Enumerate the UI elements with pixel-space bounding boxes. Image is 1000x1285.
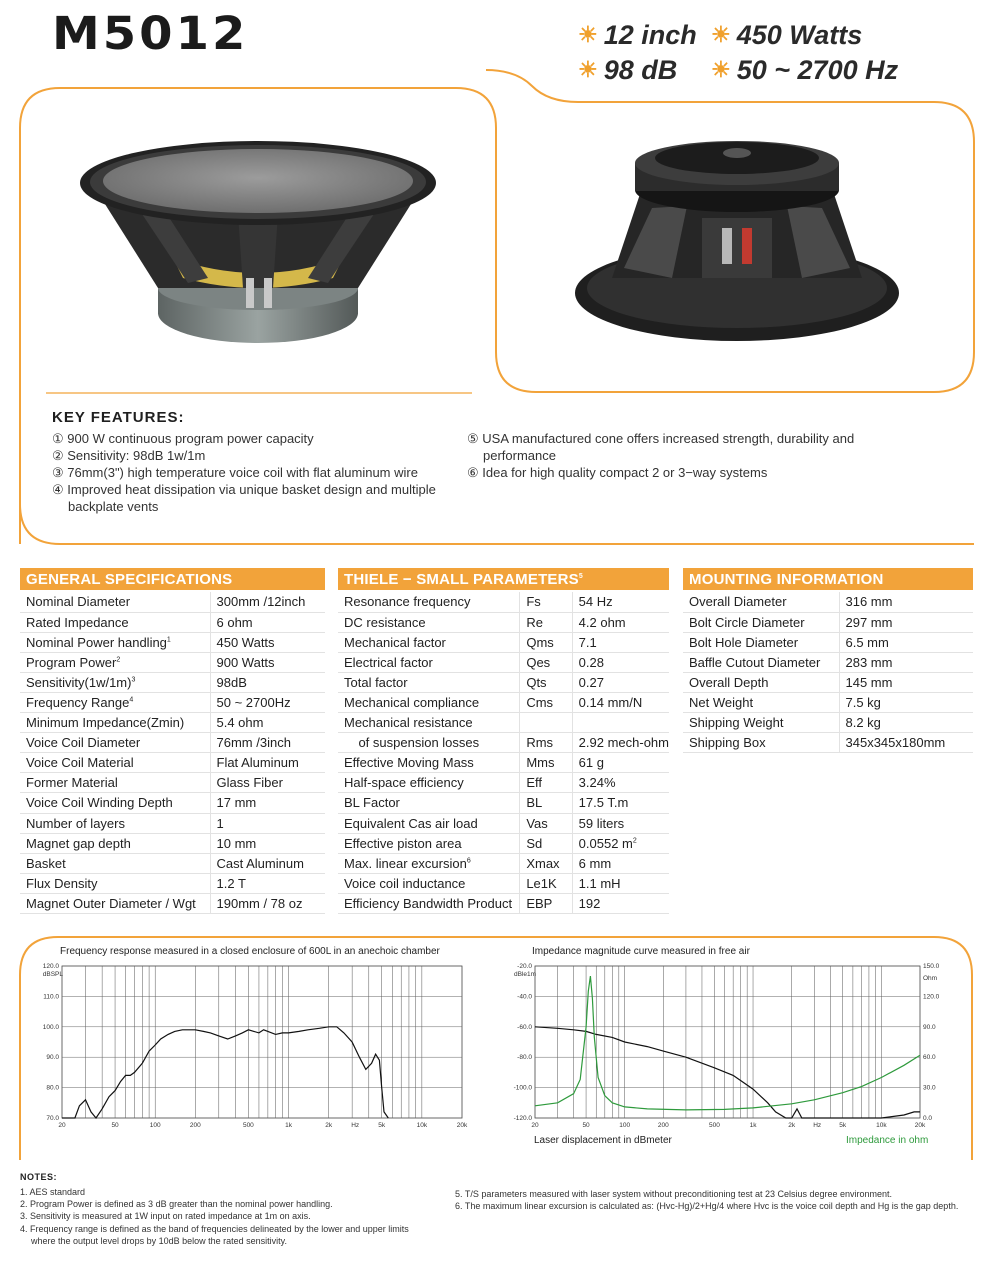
spec-label: Nominal Power handling$^1$ xyxy=(20,632,210,652)
spec-symbol: Qes xyxy=(520,652,572,672)
spec-label: Magnet Outer Diameter / Wgt xyxy=(20,893,210,913)
x-tick-label: 5k xyxy=(378,1122,386,1129)
x-tick-label: 2k xyxy=(325,1122,333,1129)
spec-label: Number of layers xyxy=(20,813,210,833)
note-item: 3. Sensitivity is measured at 1W input on rated impedance at 1m on axis. xyxy=(20,1211,311,1222)
x-tick-label: 50 xyxy=(582,1122,590,1129)
spec-symbol: Le1K xyxy=(520,873,572,893)
spec-symbol: Vas xyxy=(520,813,572,833)
spec-label: DC resistance xyxy=(338,612,520,632)
spec-row xyxy=(683,713,973,733)
spec-row xyxy=(338,692,669,712)
spec-value: 1.1 mH xyxy=(572,873,669,893)
spec-label: Max. linear excursion$^6$ xyxy=(338,853,520,873)
spec-label: Voice coil inductance xyxy=(338,873,520,893)
spec-row xyxy=(20,793,325,813)
spec-label: Effective piston area xyxy=(338,833,520,853)
spec-row xyxy=(20,853,325,873)
spec-row xyxy=(683,652,973,672)
spec-symbol: Cms xyxy=(520,692,572,712)
x-tick-label: 100 xyxy=(619,1122,631,1129)
spec-label: Bolt Hole Diameter xyxy=(683,632,839,652)
spec-value: 54 Hz xyxy=(572,592,669,612)
spec-row xyxy=(20,833,325,853)
spec-label: Mechanical resistance xyxy=(338,713,520,733)
spec-value: 345x345x180mm xyxy=(839,733,973,753)
spec-symbol: Qms xyxy=(520,632,572,652)
spec-value: 10 mm xyxy=(210,833,325,853)
spec-row xyxy=(338,833,669,853)
y-tick-label: -80.0 xyxy=(517,1054,532,1062)
spec-row xyxy=(338,592,669,612)
y2-tick-label: 120.0 xyxy=(923,993,940,1001)
spec-value: 1.2 T xyxy=(210,873,325,893)
spec-row xyxy=(20,753,325,773)
x-axis-unit: Hz xyxy=(351,1122,360,1129)
spec-value: 0.27 xyxy=(572,672,669,692)
spec-value: 2.92 mech-ohm xyxy=(572,733,669,753)
spec-row xyxy=(338,773,669,793)
spec-value: 4.2 ohm xyxy=(572,612,669,632)
impedance-chart xyxy=(505,958,960,1133)
spec-value: 0.0552 $m^2$ xyxy=(572,833,669,853)
spec-row xyxy=(20,873,325,893)
mounting-header: MOUNTING INFORMATION xyxy=(683,568,973,590)
general-spec-table xyxy=(20,592,325,914)
spec-row xyxy=(20,733,325,753)
x-tick-label: 100 xyxy=(149,1122,161,1129)
spec-value: 50 ~ 2700Hz xyxy=(210,692,325,712)
feature-item: ⑤ USA manufactured cone offers increased strength, durability and performance xyxy=(467,431,855,463)
legend-laser: Laser displacement in dBmeter xyxy=(534,1135,672,1146)
spec-label: Voice Coil Diameter xyxy=(20,733,210,753)
model-title: M5012 xyxy=(52,7,249,61)
x-tick-label: 1k xyxy=(749,1122,757,1129)
imp-chart-title: Impedance magnitude curve measured in free air xyxy=(532,946,750,957)
note-item: 5. T/S parameters measured with laser system without preconditioning test at 23 Celsius degree environment. xyxy=(455,1189,893,1199)
y-tick-label: -60.0 xyxy=(517,1023,532,1031)
note-item: 1. AES standard xyxy=(20,1187,86,1197)
y-tick-label: -120.0 xyxy=(513,1115,532,1122)
spec-row xyxy=(338,713,669,733)
thiele-small-table xyxy=(338,592,669,914)
sun-icon: ☀ xyxy=(578,57,598,82)
x-tick-label: 20 xyxy=(531,1122,539,1129)
spec-label: Mechanical compliance xyxy=(338,692,520,712)
spec-row xyxy=(20,813,325,833)
plot-area xyxy=(62,966,462,1118)
x-tick-label: 50 xyxy=(111,1122,119,1129)
x-tick-label: 500 xyxy=(708,1122,720,1129)
spec-symbol: EBP xyxy=(520,893,572,913)
spec-row xyxy=(338,813,669,833)
spec-value: 145 mm xyxy=(839,672,973,692)
feature-item: ⑥ Idea for high quality compact 2 or 3−way systems xyxy=(467,465,768,480)
spec-row xyxy=(338,652,669,672)
mounting-table xyxy=(683,592,973,753)
spec-symbol: Rms xyxy=(520,733,572,753)
speaker-front-photo xyxy=(78,138,438,348)
spec-label: Net Weight xyxy=(683,692,839,712)
spec-row xyxy=(338,632,669,652)
spec-label: Bolt Circle Diameter xyxy=(683,612,839,632)
x-tick-label: 10k xyxy=(416,1122,428,1129)
spec-label: Rated Impedance xyxy=(20,612,210,632)
spec-value: 316 mm xyxy=(839,592,973,612)
spec-value: 3.24% xyxy=(572,773,669,793)
feature-item: ④ Improved heat dissipation via unique basket design and multiple backplate vents xyxy=(52,482,436,514)
spec-symbol: Eff xyxy=(520,773,572,793)
spec-label: Former Material xyxy=(20,773,210,793)
spec-value: 6.5 mm xyxy=(839,632,973,652)
spec-value: 7.5 kg xyxy=(839,692,973,712)
spec-symbol: Sd xyxy=(520,833,572,853)
spec-label: Nominal Diameter xyxy=(20,592,210,612)
spec-label: Baffle Cutout Diameter xyxy=(683,652,839,672)
feature-item: ③ 76mm(3") high temperature voice coil with flat aluminum wire xyxy=(52,465,418,480)
spec-value: 283 mm xyxy=(839,652,973,672)
key-features-title: KEY FEATURES: xyxy=(52,409,185,426)
x-tick-label: 1k xyxy=(285,1122,292,1129)
spec-value: 59 liters xyxy=(572,813,669,833)
sun-icon: ☀ xyxy=(711,22,731,47)
y-tick-label: 70.0 xyxy=(46,1115,59,1122)
spec-value: Cast Aluminum xyxy=(210,853,325,873)
spec-symbol: Re xyxy=(520,612,572,632)
y-tick-label: 100.0 xyxy=(42,1023,59,1031)
spec-label: Electrical factor xyxy=(338,652,520,672)
spec-label: BL Factor xyxy=(338,793,520,813)
spec-row xyxy=(683,672,973,692)
spec-row xyxy=(20,672,325,692)
y2-axis-label: Ohm xyxy=(923,975,938,982)
y-tick-label: 80.0 xyxy=(46,1084,59,1092)
spec-row xyxy=(338,612,669,632)
spec-label: Shipping Weight xyxy=(683,713,839,733)
x-tick-label: 200 xyxy=(189,1122,201,1129)
spec-value: 6 mm xyxy=(572,853,669,873)
plot-area xyxy=(535,966,920,1118)
spec-label: Resonance frequency xyxy=(338,592,520,612)
y-axis-label: dBle1m xyxy=(513,971,536,978)
x-axis-unit: Hz xyxy=(813,1122,822,1129)
y2-tick-label: 0.0 xyxy=(923,1115,933,1122)
spec-symbol: Fs xyxy=(520,592,572,612)
x-tick-label: 10k xyxy=(876,1122,887,1129)
spec-value: 61 g xyxy=(572,753,669,773)
spec-row xyxy=(683,612,973,632)
spec-label: Voice Coil Material xyxy=(20,753,210,773)
spec-value: 0.14 mm/N xyxy=(572,692,669,712)
spec-label: Mechanical factor xyxy=(338,632,520,652)
spec-row xyxy=(338,733,669,753)
x-tick-label: 20k xyxy=(456,1122,468,1129)
spec-row xyxy=(20,893,325,913)
y-tick-label: 120.0 xyxy=(42,963,59,970)
highlight-size: ☀ 12 inch xyxy=(578,20,697,50)
spec-row xyxy=(683,692,973,712)
spec-row xyxy=(338,853,669,873)
spec-label: Overall Depth xyxy=(683,672,839,692)
spec-row xyxy=(20,612,325,632)
highlight-power: ☀ 450 Watts xyxy=(711,20,863,50)
spec-value: 190mm / 78 oz xyxy=(210,893,325,913)
spec-row xyxy=(338,873,669,893)
spec-value: 98dB xyxy=(210,672,325,692)
spec-value: 8.2 kg xyxy=(839,713,973,733)
key-features-right xyxy=(467,430,897,481)
spec-row xyxy=(683,632,973,652)
highlight-frequency: ☀ 50 ~ 2700 Hz xyxy=(711,55,899,85)
spec-row xyxy=(338,893,669,913)
spec-value: Glass Fiber xyxy=(210,773,325,793)
spec-value: Flat Aluminum xyxy=(210,753,325,773)
spec-label: Voice Coil Winding Depth xyxy=(20,793,210,813)
y2-tick-label: 150.0 xyxy=(923,963,940,970)
spec-value: 0.28 xyxy=(572,652,669,672)
spec-row xyxy=(20,592,325,612)
notes-right xyxy=(455,1188,975,1212)
y2-tick-label: 30.0 xyxy=(923,1084,936,1092)
y-tick-label: -40.0 xyxy=(517,993,532,1001)
spec-value: 6 ohm xyxy=(210,612,325,632)
spec-row xyxy=(20,692,325,712)
spec-value: 450 Watts xyxy=(210,632,325,652)
thiele-small-header: THIELE − SMALL PARAMETERS$^5$ xyxy=(338,568,669,590)
spec-row xyxy=(683,733,973,753)
spec-symbol: Mms xyxy=(520,753,572,773)
spec-symbol: BL xyxy=(520,793,572,813)
spec-symbol: Qts xyxy=(520,672,572,692)
spec-label: Overall Diameter xyxy=(683,592,839,612)
spec-symbol: Xmax xyxy=(520,853,572,873)
spec-value: 76mm /3inch xyxy=(210,733,325,753)
key-features-left xyxy=(52,430,452,515)
legend-impedance: Impedance in ohm xyxy=(846,1135,929,1146)
x-tick-label: 20k xyxy=(914,1122,926,1129)
spec-label: Effective Moving Mass xyxy=(338,753,520,773)
speaker-rear-photo xyxy=(572,128,902,358)
spec-value: 1 xyxy=(210,813,325,833)
note-item: 2. Program Power is defined as 3 dB greater than the nominal power handling. xyxy=(20,1199,333,1210)
highlight-sensitivity: ☀ 98 dB xyxy=(578,55,678,85)
x-tick-label: 5k xyxy=(839,1122,847,1129)
freq-chart-title: Frequency response measured in a closed enclosure of 600L in an anechoic chamber xyxy=(60,946,440,957)
y2-tick-label: 60.0 xyxy=(923,1054,936,1062)
feature-item: ② Sensitivity: 98dB 1w/1m xyxy=(52,448,206,463)
notes-title: NOTES: xyxy=(20,1172,58,1182)
spec-label: Basket xyxy=(20,853,210,873)
x-tick-label: 20 xyxy=(58,1122,66,1129)
general-spec-header: GENERAL SPECIFICATIONS xyxy=(20,568,325,590)
spec-label: Equivalent Cas air load xyxy=(338,813,520,833)
spec-label: Magnet gap depth xyxy=(20,833,210,853)
spec-value: 192 xyxy=(572,893,669,913)
y-axis-label: dBSPL xyxy=(42,971,63,978)
spec-value xyxy=(572,713,669,733)
y2-tick-label: 90.0 xyxy=(923,1023,936,1031)
spec-value: 297 mm xyxy=(839,612,973,632)
note-item: 6. The maximum linear excursion is calculated as: (Hvc-Hg)/2+Hg/4 where Hvc is the voice coil depth and Hg is the gap depth. xyxy=(455,1201,959,1212)
spec-row xyxy=(683,592,973,612)
spec-label: Minimum Impedance(Zmin) xyxy=(20,713,210,733)
spec-value: 5.4 ohm xyxy=(210,713,325,733)
x-tick-label: 200 xyxy=(657,1122,669,1129)
spec-label: Frequency Range$^4$ xyxy=(20,692,210,712)
spec-label: Half-space efficiency xyxy=(338,773,520,793)
spec-symbol xyxy=(520,713,572,733)
spec-value: 17.5 T.m xyxy=(572,793,669,813)
spec-value: 300mm /12inch xyxy=(210,592,325,612)
y-tick-label: 90.0 xyxy=(46,1054,59,1062)
spec-row xyxy=(338,793,669,813)
spec-label: of suspension losses xyxy=(338,733,520,753)
notes-left xyxy=(20,1186,432,1247)
spec-label: Program Power$^2$ xyxy=(20,652,210,672)
spec-value: 17 mm xyxy=(210,793,325,813)
spec-row xyxy=(20,713,325,733)
x-tick-label: 2k xyxy=(788,1122,796,1129)
spec-label: Flux Density xyxy=(20,873,210,893)
sun-icon: ☀ xyxy=(578,22,598,47)
y-tick-label: -100.0 xyxy=(513,1084,532,1092)
spec-row xyxy=(338,672,669,692)
sun-icon: ☀ xyxy=(711,57,731,82)
spec-value: 900 Watts xyxy=(210,652,325,672)
x-tick-label: 500 xyxy=(242,1122,254,1129)
note-item: 4. Frequency range is defined as the band of frequencies delineated by the lower and upper limits where the output level drops by 10dB below the rated sensitivity. xyxy=(20,1223,409,1246)
spec-label: Total factor xyxy=(338,672,520,692)
spec-label: Efficiency Bandwidth Product xyxy=(338,893,520,913)
spec-row xyxy=(20,652,325,672)
spec-row xyxy=(338,753,669,773)
spec-value: 7.1 xyxy=(572,632,669,652)
frequency-response-chart xyxy=(32,958,472,1133)
spec-label: Shipping Box xyxy=(683,733,839,753)
spec-row xyxy=(20,632,325,652)
spec-label: $Sensitivity(1w/1m)^3$ xyxy=(20,672,210,692)
y-tick-label: -20.0 xyxy=(517,963,532,970)
y-tick-label: 110.0 xyxy=(43,993,59,1001)
spec-row xyxy=(20,773,325,793)
feature-item: ① 900 W continuous program power capacity xyxy=(52,431,314,446)
